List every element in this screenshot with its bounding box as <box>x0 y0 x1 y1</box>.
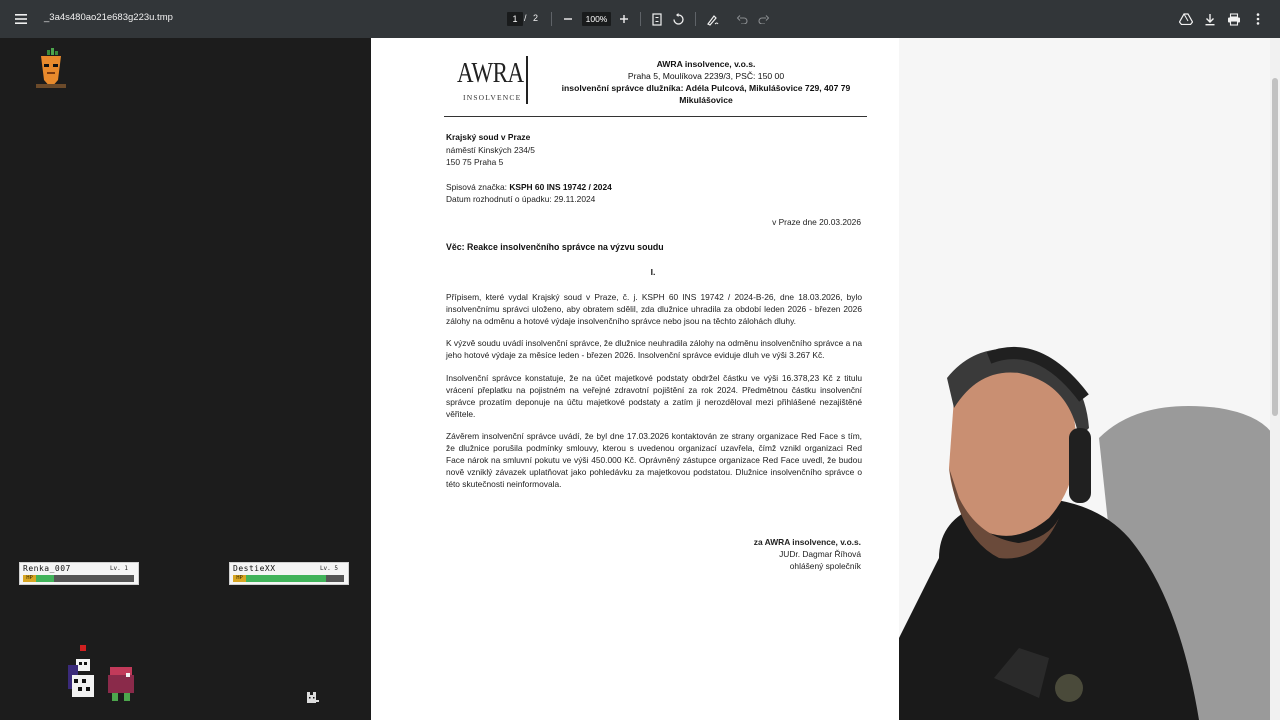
player-name: DestieXX <box>233 564 276 573</box>
scrollbar[interactable] <box>1270 38 1280 720</box>
download-icon[interactable] <box>1202 11 1218 27</box>
fit-page-icon[interactable] <box>649 11 665 27</box>
zoom-input[interactable]: 100% <box>582 12 611 26</box>
zoom-out-icon[interactable] <box>561 12 575 26</box>
court-street: náměstí Kinských 234/5 <box>446 145 535 155</box>
print-icon[interactable] <box>1226 11 1242 27</box>
page-number-input[interactable]: 1 <box>507 12 523 26</box>
undo-icon[interactable] <box>735 11 749 27</box>
decision-date: Datum rozhodnutí o úpadku: 29.11.2024 <box>446 194 596 204</box>
header-address: Praha 5, Moulíkova 2239/3, PSČ: 150 00 <box>627 71 785 81</box>
subject-line: Věc: Reakce insolvenčního správce na výzvu soudu <box>446 242 664 252</box>
case-label: Spisová značka: <box>446 182 507 192</box>
annotate-icon[interactable] <box>704 11 720 27</box>
carrot-mascot-icon <box>30 48 72 92</box>
case-reference <box>446 181 612 193</box>
section-number: I. <box>650 267 656 277</box>
company-logo <box>457 56 529 106</box>
page-total: 2 <box>533 13 539 23</box>
pdf-toolbar <box>0 0 1280 38</box>
header-rule <box>444 116 867 117</box>
logo-subtext: INSOLVENCE <box>463 93 522 102</box>
page-separator: / <box>524 13 527 23</box>
player-level: Lv. 1 <box>109 565 128 572</box>
redo-icon[interactable] <box>756 11 770 27</box>
hp-label: HP <box>233 575 246 582</box>
player-level: Lv. 5 <box>319 565 338 572</box>
signature-name: JUDr. Dagmar Říhová <box>779 549 861 559</box>
letterhead <box>551 58 861 106</box>
more-icon[interactable] <box>1250 11 1266 27</box>
drive-icon[interactable] <box>1178 11 1194 27</box>
hp-bar-fill <box>246 575 326 582</box>
paragraph: K výzvě soudu uvádí insolvenční správce, že dlužnice neuhradila zálohy na odměnu insolvenčního správce a na jeho hotové výdaje za měsíce leden - březen 2026. Insolvenční správce eviduje dluh ve výši 3.267 Kč. <box>446 338 862 360</box>
player-card <box>19 562 139 585</box>
header-city: Mikulášovice <box>679 95 733 105</box>
header-company: AWRA insolvence, v.o.s. <box>656 59 756 69</box>
header-role: insolvenční správce dlužníka: Adéla Pulcová, Mikulášovice 729, 407 79 <box>561 83 851 93</box>
pdf-page <box>371 38 899 720</box>
toolbar-divider <box>695 12 696 26</box>
toolbar-divider <box>640 12 641 26</box>
toolbar-divider <box>551 12 552 26</box>
zoom-in-icon[interactable] <box>617 12 631 26</box>
place-date: v Praze dne 20.03.2026 <box>772 217 861 227</box>
court-name: Krajský soud v Praze <box>446 132 531 142</box>
signature-role: ohlášený společník <box>789 561 861 571</box>
case-number: KSPH 60 INS 19742 / 2024 <box>509 182 612 192</box>
paragraph: Přípisem, které vydal Krajský soud v Praze, č. j. KSPH 60 INS 19742 / 2024-B-26, dne 18.03.2026, bylo insolvenčnímu správci uloženo, aby obratem sdělil, zda dlužnice uhradila za období leden 2026 - březen 2026 zálohy na odměnu a hotové výdaje insolvenčního správce nebo jsou na těchto zálohách dluhy. <box>446 292 862 326</box>
webcam-feed <box>899 38 1280 720</box>
paragraph: Insolvenční správce konstatuje, že na účet majetkové podstaty obdržel částku ve výši 16.378,23 Kč z titulu vrácení přeplatku na pojistném na veřejné zdravotní pojištění za rok 2024. Předmětnou částku insolvenční správce prozatím deponuje na účtu majetkové podstaty a zatím ji nerozděloval mezi přihlášené nezajištěné věřitele. <box>446 373 862 419</box>
player-name: Renka_007 <box>23 564 71 573</box>
logo-text: AWRA <box>457 58 524 89</box>
file-title: _3a4s480ao21e683g223u.tmp <box>44 12 173 23</box>
signature-company: za AWRA insolvence, v.o.s. <box>753 537 861 547</box>
small-cat-icon <box>304 690 320 706</box>
paragraph: Závěrem insolvenční správce uvádí, že byl dne 17.03.2026 kontaktován ze strany organizace Red Face s tím, že dlužnice porušila podmínky smlouvy, kterou s uvedenou organizací uzavřela, čímž vznikl organizaci Red Face nárok na smluvní pokutu ve výši 450.000 Kč. Oprávněný zástupce organizace Red Face uvedl, že budou nově vzniklý závazek uplatňovat jako pohledávku za majetkovou podstatou. Dlužnice insolvenčního správce o této skutečnosti neinformovala. <box>446 431 862 489</box>
player-card <box>229 562 349 585</box>
scrollbar-thumb[interactable] <box>1272 78 1278 416</box>
hp-label: HP <box>23 575 36 582</box>
hp-bar <box>36 575 134 582</box>
court-city: 150 75 Praha 5 <box>446 157 504 167</box>
menu-icon[interactable] <box>10 8 32 30</box>
rotate-icon[interactable] <box>670 11 686 27</box>
hp-bar <box>246 575 344 582</box>
hp-bar-fill <box>36 575 54 582</box>
pixel-characters-icon <box>62 645 142 705</box>
logo-divider <box>526 56 528 104</box>
